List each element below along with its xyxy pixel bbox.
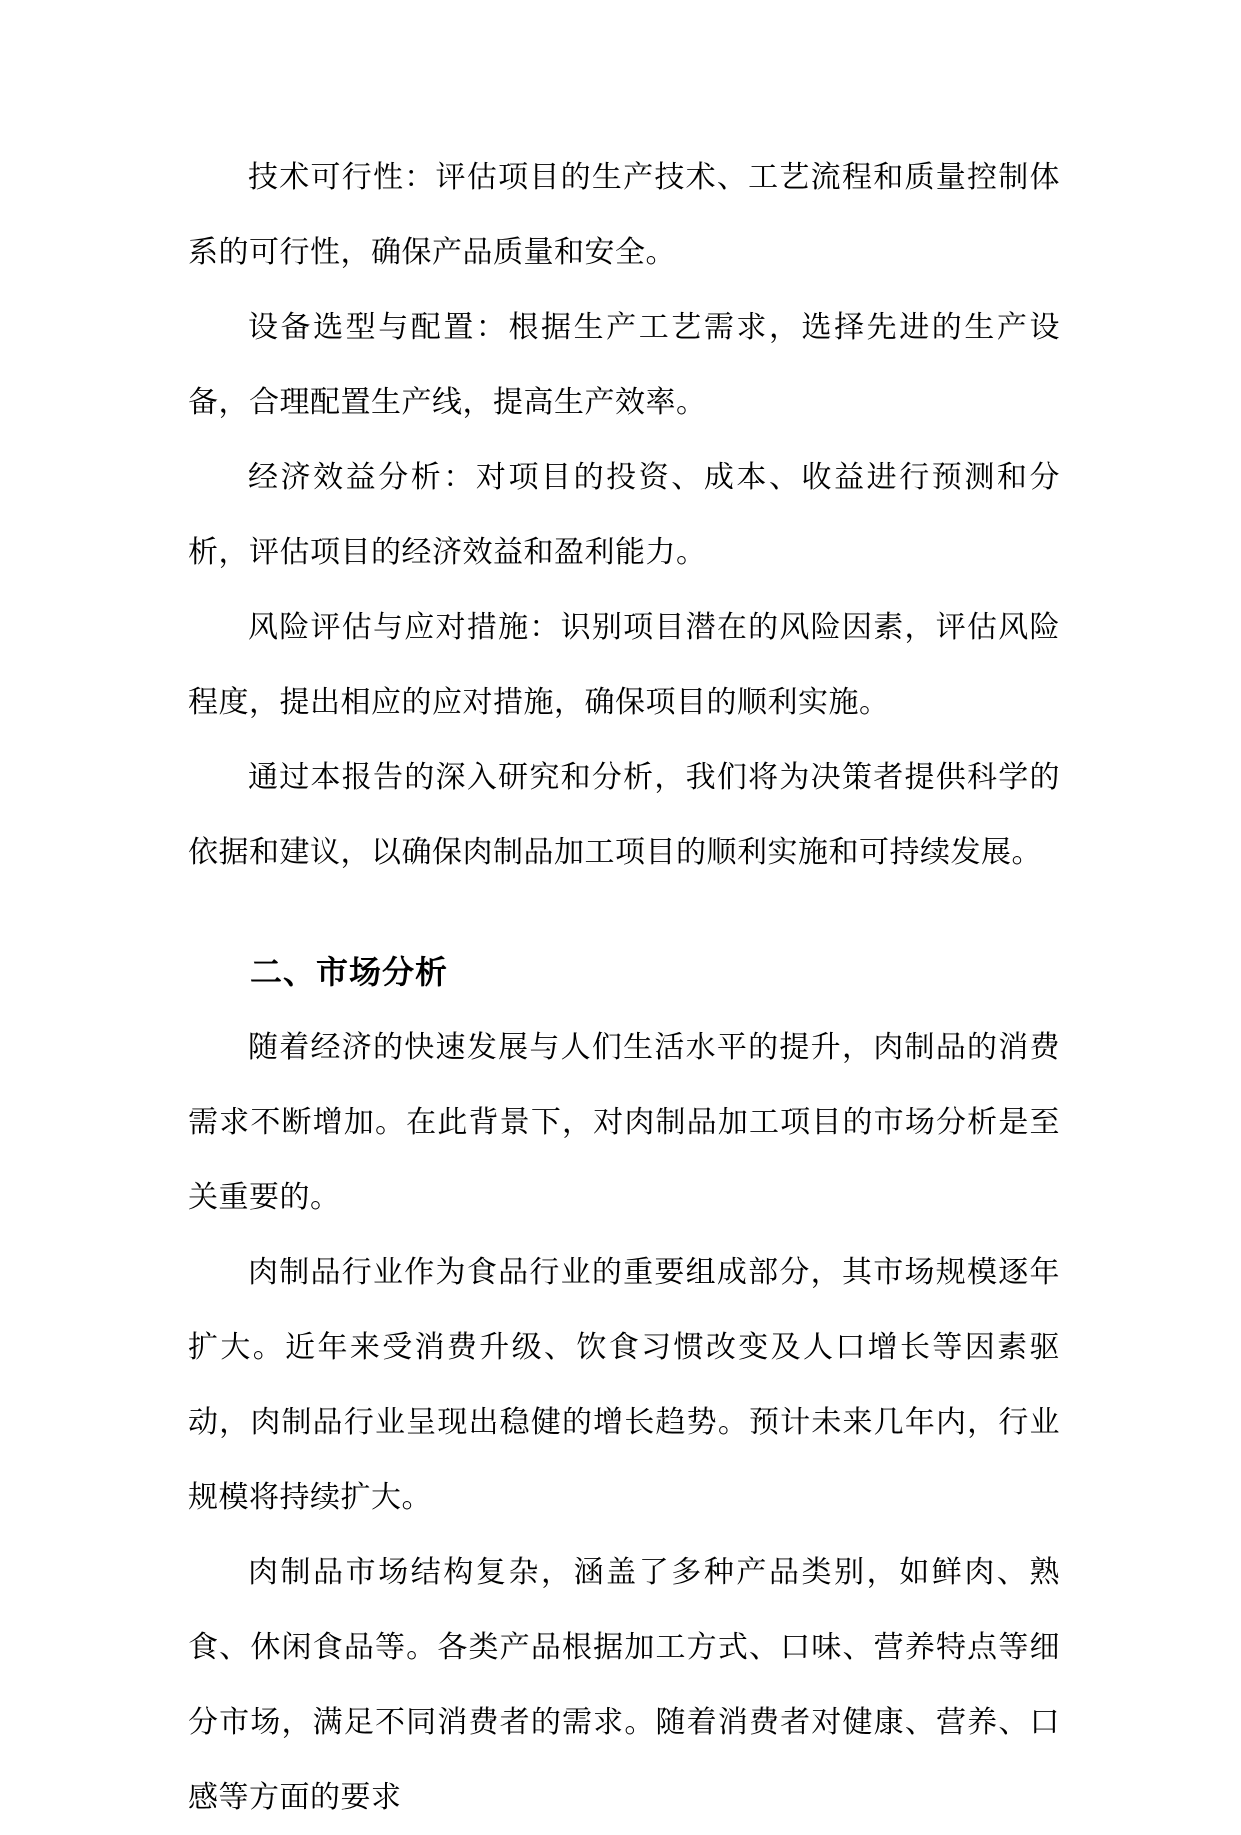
paragraph-technical-feasibility: 技术可行性：评估项目的生产技术、工艺流程和质量控制体系的可行性，确保产品质量和安全。 (188, 160, 1060, 270)
paragraph-market-structure: 肉制品市场结构复杂，涵盖了多种产品类别，如鲜肉、熟食、休闲食品等。各类产品根据加工方式、口味、营养特点等细分市场，满足不同消费者的需求。随着消费者对健康、营养、口感等方面的要求 (188, 1555, 1060, 1815)
paragraph-equipment-selection: 设备选型与配置：根据生产工艺需求，选择先进的生产设备，合理配置生产线，提高生产效率。 (188, 310, 1060, 420)
paragraph-market-background: 随着经济的快速发展与人们生活水平的提升，肉制品的消费需求不断增加。在此背景下，对肉制品加工项目的市场分析是至关重要的。 (188, 1030, 1060, 1215)
document-body (188, 140, 1060, 1835)
paragraph-risk-assessment: 风险评估与应对措施：识别项目潜在的风险因素，评估风险程度，提出相应的应对措施，确保项目的顺利实施。 (188, 610, 1060, 720)
paragraph-market-scale: 肉制品行业作为食品行业的重要组成部分，其市场规模逐年扩大。近年来受消费升级、饮食习惯改变及人口增长等因素驱动，肉制品行业呈现出稳健的增长趋势。预计未来几年内，行业规模将持续扩大。 (188, 1255, 1060, 1515)
paragraph-economic-analysis: 经济效益分析：对项目的投资、成本、收益进行预测和分析，评估项目的经济效益和盈利能力。 (188, 460, 1060, 570)
section-heading-market-analysis: 二、市场分析 (250, 953, 449, 991)
paragraph-report-purpose: 通过本报告的深入研究和分析，我们将为决策者提供科学的依据和建议，以确保肉制品加工项目的顺利实施和可持续发展。 (188, 760, 1060, 870)
